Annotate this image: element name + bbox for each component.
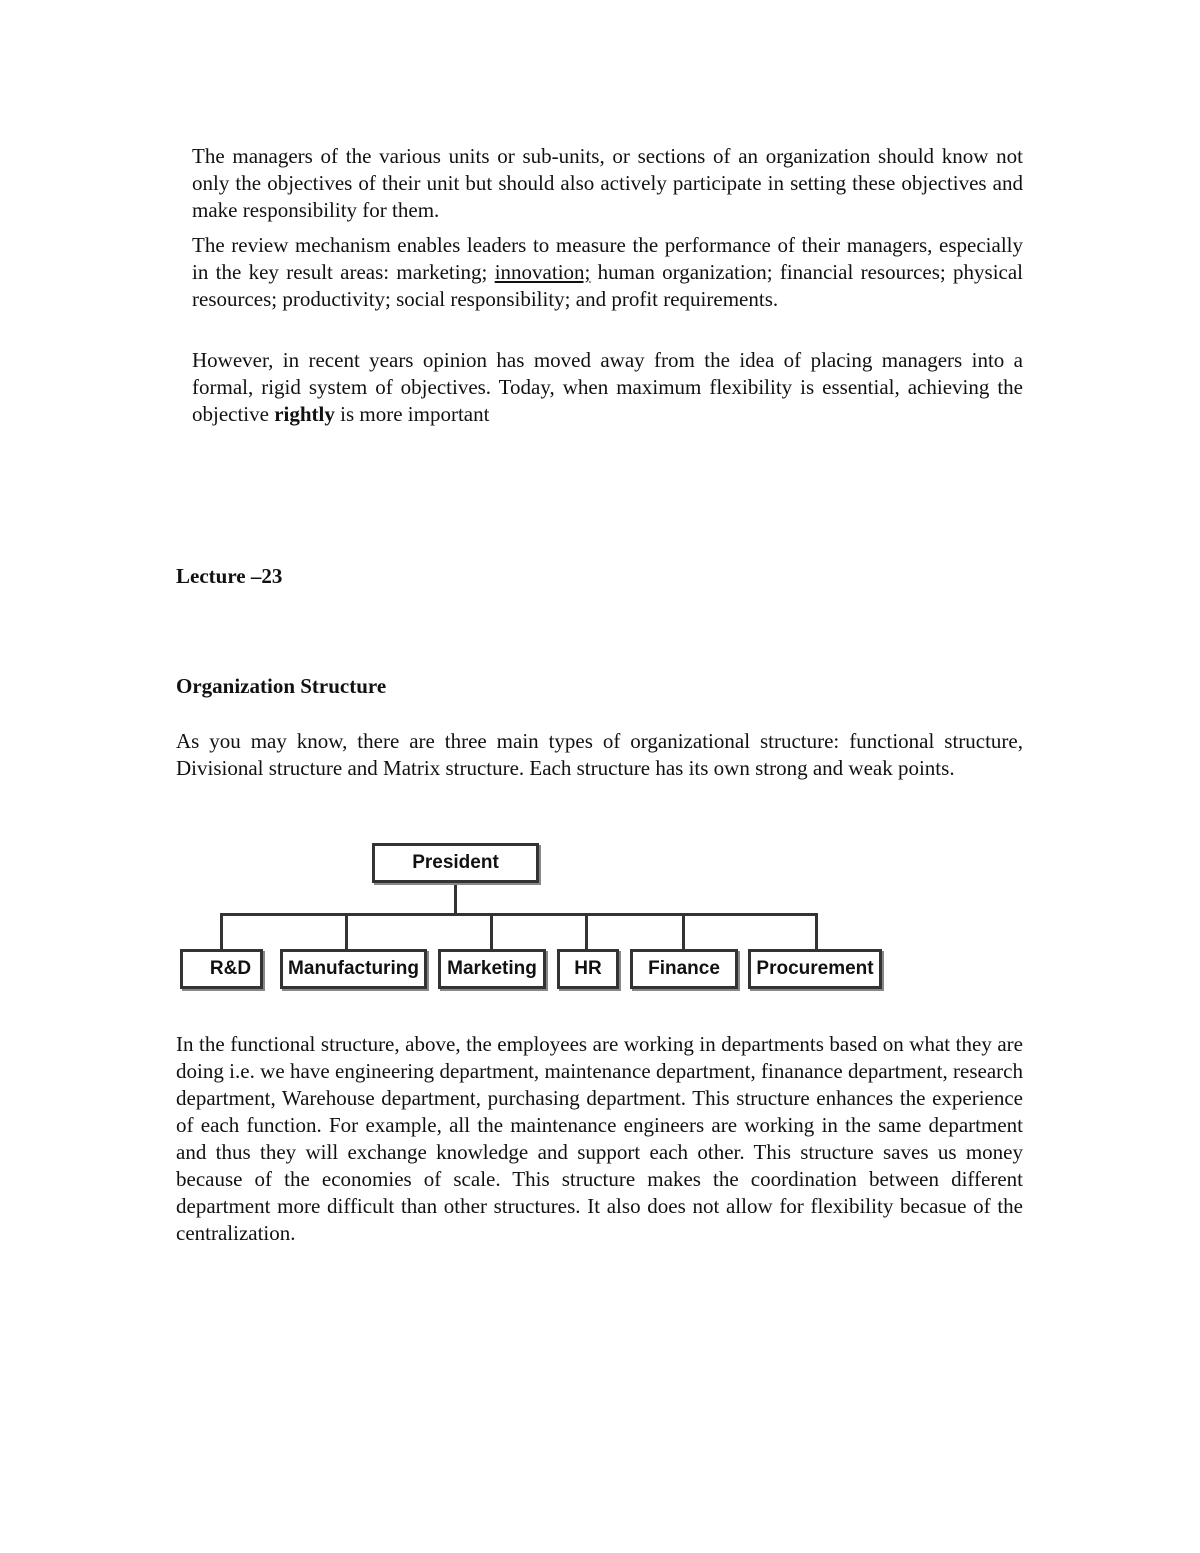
finance-connector-line — [682, 913, 685, 950]
lecture-heading: Lecture –23 — [176, 564, 283, 588]
procurement-connector-line — [815, 913, 818, 950]
section-heading: Organization Structure — [176, 674, 387, 698]
marketing-box: Marketing — [438, 949, 546, 989]
marketing-connector-line — [490, 913, 493, 950]
hr-box: HR — [557, 949, 619, 989]
intro-paragraph-managers: The managers of the various units or sub-units, or sections of an organization should know not only the objectives of their unit but should also actively participate in setting these objectives and make responsibility for them. — [192, 144, 1023, 222]
hr-connector-line — [585, 913, 588, 950]
rd-box: R&D — [180, 949, 263, 989]
flexibility-text-start: However, in recent years opinion has moved away from the idea of placing managers into a formal, rigid system of objectives. Today, when maximum flexibility is essential, achieving the objective — [192, 348, 1023, 426]
president-box: President — [372, 843, 539, 883]
innovation-underlined: innovation; — [494, 260, 591, 284]
rd-connector-line — [220, 913, 223, 950]
manufacturing-connector-line — [345, 913, 348, 950]
president-connector-line — [454, 882, 457, 916]
procurement-box: Procurement — [748, 949, 882, 989]
structure-intro-paragraph: As you may know, there are three main types of organizational structure: functional structure, Divisional structure and Matrix structure. Each structure has its own strong and weak points. — [176, 729, 1023, 780]
functional-structure-paragraph: In the functional structure, above, the employees are working in departments based on what they are doing i.e. we have engineering department, maintenance department, finanance department, research department, Warehouse department, purchasing department. This structure enhances the experience of each function. For example, all the maintenance engineers are working in the same department and thus they will exchange knowledge and support each other. This structure saves us money because of the economies of scale. This structure makes the coordination between different department more difficult than other structures. It also does not allow for flexibility becasue of the centralization. — [176, 1032, 1023, 1245]
manufacturing-box: Manufacturing — [280, 949, 427, 989]
review-text-end: human organization; financial resources; physical resources; productivity; social responsibility; and profit requirements. — [192, 260, 1024, 311]
finance-box: Finance — [630, 949, 738, 989]
horizontal-connector-line — [220, 913, 818, 916]
flexibility-text-end: is more important — [334, 402, 490, 426]
review-text-start: The review mechanism enables leaders to measure the performance of their managers, especially in the key result areas: marketing; — [192, 233, 1023, 284]
rightly-bold: rightly — [274, 402, 335, 426]
